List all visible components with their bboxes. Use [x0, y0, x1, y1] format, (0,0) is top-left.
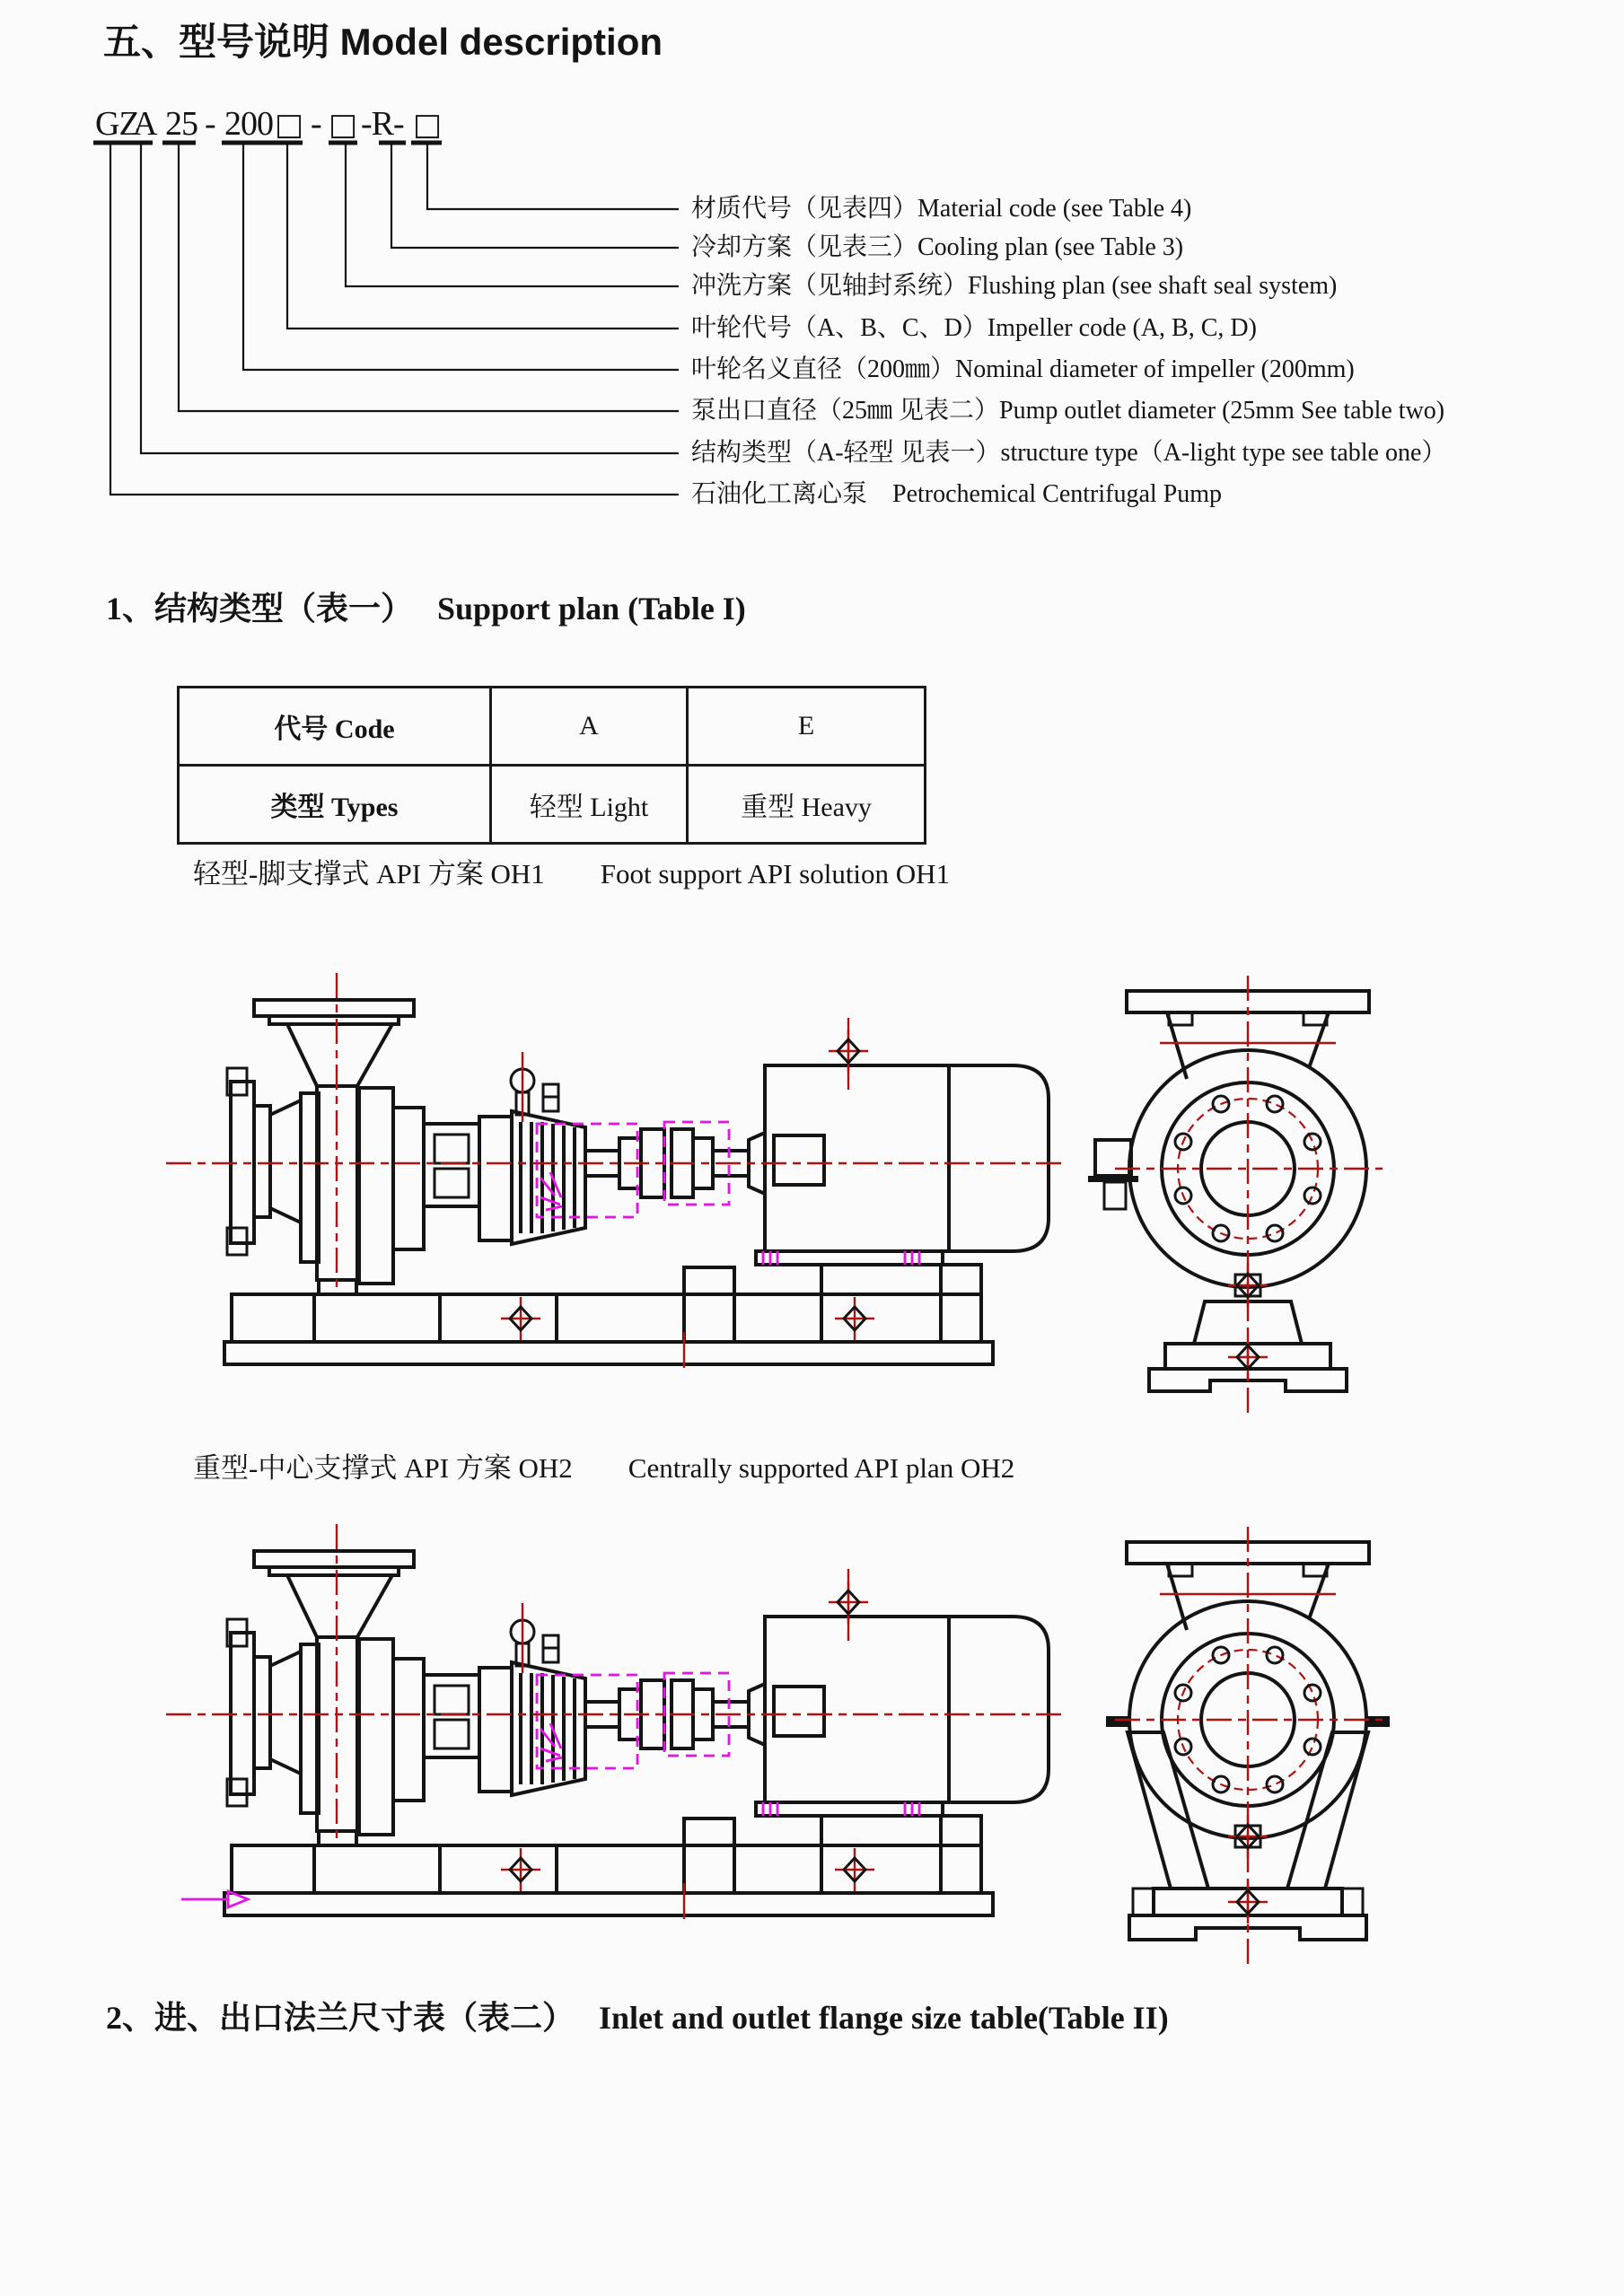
section2-heading: 2、进、出口法兰尺寸表（表二） Inlet and outlet flange size table(Table II): [106, 2000, 1169, 2036]
oh2-technical-drawing: [135, 1513, 1544, 2002]
table-cell-code-e: E: [688, 688, 926, 766]
model-code-part-r: -R-: [361, 105, 404, 143]
model-code-dash-2: -: [311, 105, 321, 143]
code-description-flushing: 冲洗方案（见轴封系统）Flushing plan (see shaft seal system): [691, 272, 1338, 300]
code-description-cooling: 冷却方案（见表三）Cooling plan (see Table 3): [691, 233, 1184, 261]
table-cell-type-heavy: 重型 Heavy: [688, 766, 926, 844]
model-code-dash-1: -: [205, 105, 215, 143]
code-description-impeller-diameter: 叶轮名义直径（200㎜）Nominal diameter of impeller (200mm): [691, 355, 1355, 383]
model-code-part-gz: GZ: [95, 105, 139, 143]
table-row: [179, 688, 926, 766]
model-code-part-25: 25: [165, 105, 198, 143]
model-code-box-2: □: [329, 107, 357, 143]
support-plan-table: [177, 686, 926, 845]
table-cell-type-light: 轻型 Light: [491, 766, 688, 844]
section1-heading: 1、结构类型（表一） Support plan (Table I): [106, 591, 746, 627]
code-description-structure-type: 结构类型（A-轻型 见表一）structure type（A-light type see table one）: [691, 439, 1447, 467]
oh1-technical-drawing: [135, 962, 1544, 1451]
oh2-end-view: [1106, 1527, 1390, 1967]
page-title: 五、型号说明 Model description: [103, 21, 663, 63]
oh1-caption: 轻型-脚支撑式 API 方案 OH1 Foot support API solution OH1: [193, 858, 951, 889]
table-cell-types-header: 类型 Types: [179, 766, 491, 844]
model-code-connector-lines: [0, 135, 718, 512]
model-code-part-200: 200: [224, 105, 273, 143]
code-description-impeller-code: 叶轮代号（A、B、C、D）Impeller code (A, B, C, D): [691, 314, 1257, 342]
table-cell-code-header: 代号 Code: [179, 688, 491, 766]
oh2-side-view: [166, 1524, 1064, 1919]
table-row: [179, 766, 926, 844]
code-description-material: 材质代号（见表四）Material code (see Table 4): [691, 195, 1192, 223]
model-code-box-3: □: [413, 107, 442, 143]
model-code-diagram: [0, 0, 1624, 539]
table-cell-code-a: A: [491, 688, 688, 766]
oh1-side-view: [166, 973, 1064, 1368]
oh2-caption: 重型-中心支撑式 API 方案 OH2 Centrally supported API plan OH2: [193, 1452, 1015, 1484]
oh1-end-view: [1088, 976, 1383, 1415]
code-description-outlet-diameter: 泵出口直径（25㎜ 见表二）Pump outlet diameter (25mm See table two): [691, 397, 1445, 425]
code-description-pump-type: 石油化工离心泵 Petrochemical Centrifugal Pump: [691, 480, 1223, 508]
model-code-part-a: A: [133, 105, 157, 143]
model-code-box-1: □: [275, 107, 303, 143]
